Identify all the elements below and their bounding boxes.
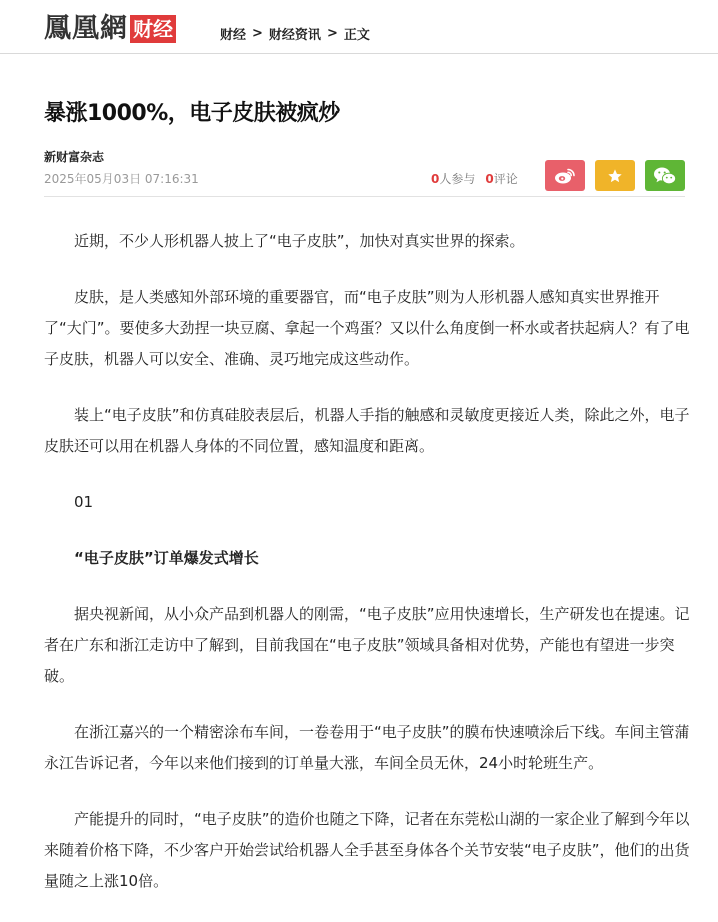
article-title: 暴涨1000%，电子皮肤被疯炒 [44, 101, 340, 126]
comments-label: 评论 [493, 172, 518, 186]
share-wechat-button[interactable] [645, 160, 685, 191]
article-paragraph: 据央视新闻，从小众产品到机器人的刚需，“电子皮肤”应用快速增长，生产研发也在提速。记者在广东和浙江走访中了解到，目前我国在“电子皮肤”领域具备相对优势，产能也有望进一步突破。 [44, 605, 690, 685]
breadcrumb-finance-news[interactable]: 财经资讯 [268, 28, 321, 43]
breadcrumb-separator: > [252, 26, 263, 41]
article-paragraph: 在浙江嘉兴的一个精密涂布车间，一卷卷用于“电子皮肤”的膜布快速喷涂后下线。车间主管蒲永江告诉记者，今年以来他们接到的订单量大涨，车间全员无休，24小时轮班生产。 [44, 723, 690, 772]
article-datetime: 2025年05月03日 07:16:31 [44, 172, 199, 186]
participants-count[interactable] [431, 170, 475, 187]
favorite-button[interactable] [595, 160, 635, 191]
article-source[interactable]: 新财富杂志 [44, 150, 105, 164]
participants-label: 人参与 [439, 172, 476, 186]
wechat-icon [653, 166, 677, 186]
comments-number: 0 [485, 172, 494, 186]
section-number: 01 [74, 493, 94, 511]
site-logo[interactable] [44, 13, 176, 45]
breadcrumb [220, 24, 370, 43]
share-weibo-button[interactable] [545, 160, 585, 191]
breadcrumb-separator: > [326, 26, 338, 41]
logo-text: 鳳凰網 [44, 13, 128, 44]
site-header [0, 0, 718, 54]
article-paragraph: 近期，不少人形机器人披上了“电子皮肤”，加快对真实世界的探索。 [74, 232, 525, 250]
comments-count[interactable] [485, 170, 517, 187]
article-paragraph: 皮肤，是人类感知外部环境的重要器官，而“电子皮肤”则为人形机器人感知真实世界推开了“大门”。要使多大劲捏一块豆腐、拿起一个鸡蛋？又以什么角度倒一杯水或者扶起病人？有了电子皮肤，机器人可以安全、准确、灵巧地完成这些动作。 [44, 288, 690, 368]
breadcrumb-current: 正文 [343, 28, 370, 43]
engagement-counts [431, 170, 528, 187]
article-body [44, 226, 690, 922]
section-heading: “电子皮肤”订单爆发式增长 [74, 549, 259, 567]
article-paragraph: 装上“电子皮肤”和仿真硅胶表层后，机器人手指的触感和灵敏度更接近人类，除此之外，电子皮肤还可以用在机器人身体的不同位置，感知温度和距离。 [44, 406, 690, 455]
article-paragraph: 产能提升的同时，“电子皮肤”的造价也随之下降，记者在东莞松山湖的一家企业了解到今年以来随着价格下降，不少客户开始尝试给机器人全手甚至身体各个关节安装“电子皮肤”，他们的出货量随之上涨10倍。 [44, 810, 690, 890]
channel-badge: 财经 [130, 15, 176, 43]
weibo-icon [554, 167, 576, 185]
breadcrumb-finance[interactable]: 财经 [220, 28, 247, 43]
star-icon [607, 168, 623, 184]
header-divider [44, 196, 685, 197]
participants-number: 0 [431, 172, 440, 186]
